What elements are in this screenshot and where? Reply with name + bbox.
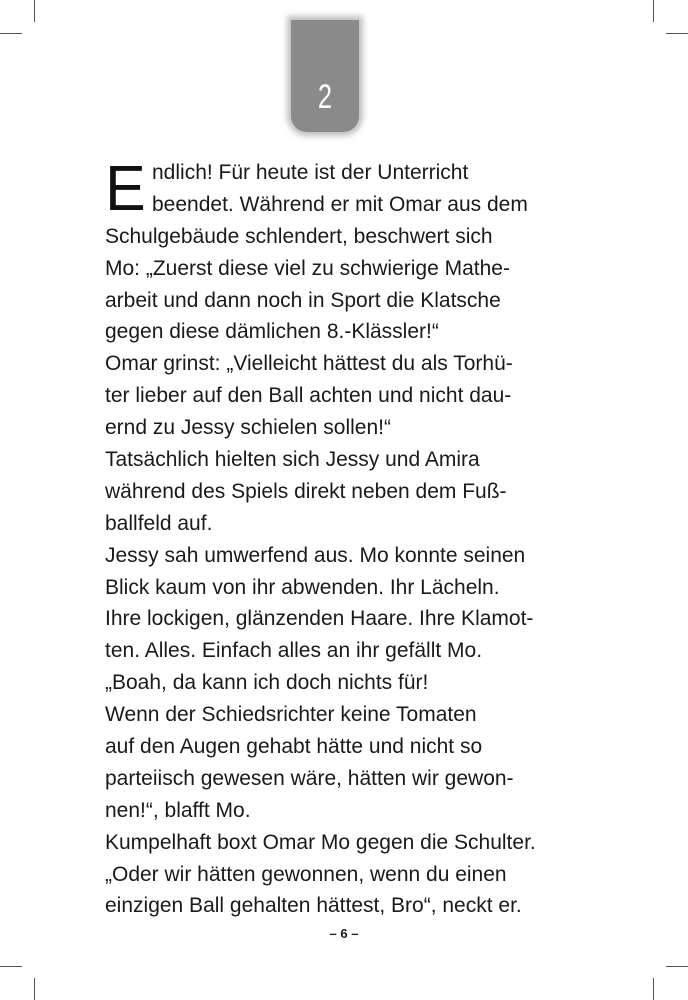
chapter-number: 2 <box>317 78 333 116</box>
text-line: Ihre lockigen, glänzenden Haare. Ihre Klamot- <box>105 607 534 631</box>
text-line: „Boah, da kann ich doch nichts für! <box>105 671 429 695</box>
text-line: Kumpelhaft boxt Omar Mo gegen die Schulter. <box>105 830 536 854</box>
text-line: ballfeld auf. <box>105 511 213 535</box>
text-line: Schulgebäude schlendert, beschwert sich <box>105 224 493 248</box>
text-line: Omar grinst: „Vielleicht hättest du als Torhü- <box>105 352 513 376</box>
crop-mark <box>666 33 688 34</box>
drop-cap: E <box>105 152 146 224</box>
page-number: – 6 – <box>329 926 359 941</box>
text-line: auf den Augen gehabt hätte und nicht so <box>105 735 483 759</box>
text-line: einzigen Ball gehalten hättest, Bro“, neckt er. <box>105 894 522 918</box>
text-line: während des Spiels direkt neben dem Fuß- <box>105 479 507 503</box>
crop-mark <box>0 33 22 34</box>
text-line: Wenn der Schiedsrichter keine Tomaten <box>105 703 477 727</box>
text-line: ten. Alles. Einfach alles an ihr gefällt Mo. <box>105 639 483 663</box>
text-line: „Oder wir hätten gewonnen, wenn du einen <box>105 862 507 886</box>
text-line: beendet. Während er mit Omar aus dem <box>152 192 528 216</box>
crop-mark <box>653 0 654 22</box>
text-line: Jessy sah umwerfend aus. Mo konnte seinen <box>105 543 526 567</box>
crop-mark <box>0 966 22 967</box>
crop-mark <box>653 978 654 1000</box>
crop-mark <box>34 978 35 1000</box>
text-line: arbeit und dann noch in Sport die Klatsche <box>105 288 501 312</box>
text-line: Tatsächlich hielten sich Jessy und Amira <box>105 448 480 472</box>
text-line: gegen diese dämlichen 8.-Klässler!“ <box>105 320 439 344</box>
crop-mark <box>666 966 688 967</box>
text-line: ernd zu Jessy schielen sollen!“ <box>105 416 391 440</box>
text-line: nen!“, blafft Mo. <box>105 798 251 822</box>
text-line: Mo: „Zuerst diese viel zu schwierige Mathe- <box>105 256 510 280</box>
body-text <box>105 152 536 922</box>
crop-mark <box>34 0 35 22</box>
chapter-tab <box>291 20 359 132</box>
text-line: ter lieber auf den Ball achten und nicht dau- <box>105 384 512 408</box>
text-line: parteiisch gewesen wäre, hätten wir gewon- <box>105 766 514 790</box>
text-line: ndlich! Für heute ist der Unterricht <box>152 161 469 184</box>
text-line: Blick kaum von ihr abwenden. Ihr Lächeln. <box>105 575 500 599</box>
